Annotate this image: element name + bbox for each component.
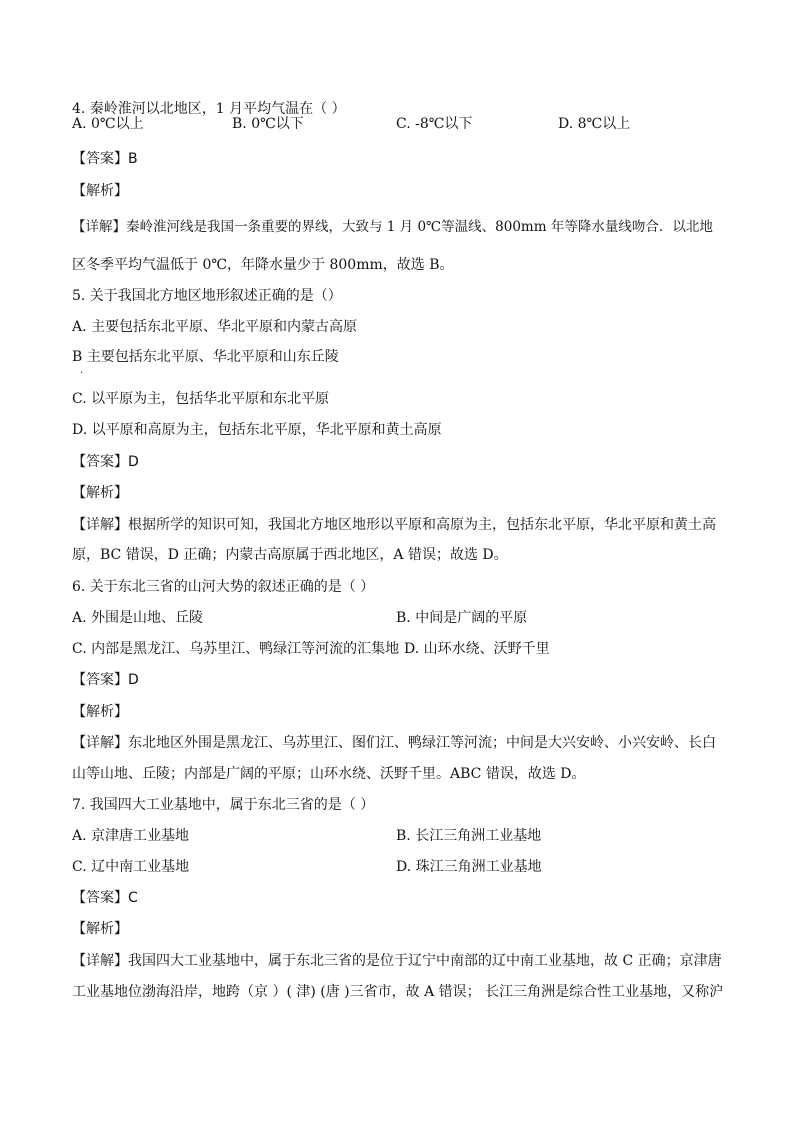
q7-option-c: C. 辽中南工业基地 [72,859,190,875]
q5-answer: 【答案】D [72,454,139,470]
q5-option-a: A. 主要包括东北平原、华北平原和内蒙古高原 [72,319,358,335]
q5-detail-line2: 原，BC 错误，D 正确；内蒙古高原属于西北地区，A 错误；故选 D。 [72,547,508,563]
q5-option-d: D. 以平原和高原为主，包括东北平原，华北平原和黄土高原 [72,422,442,438]
q6-detail-line2: 山等山地、丘陵；内部是广阔的平原；山环水绕、沃野千里。ABC 错误，故选 D。 [72,766,586,782]
q5-detail-line1: 【详解】根据所学的知识可知，我国北方地区地形以平原和高原为主，包括东北平原，华北平原和黄土高 [72,517,716,533]
q7-detail-line1: 【详解】我国四大工业基地中，属于东北三省的是位于辽宁中南部的辽中南工业基地，故 C 正确；京津唐 [72,953,722,969]
q6-option-a: A. 外围是山地、丘陵 [72,610,204,626]
q6-answer: 【答案】D [72,672,139,688]
q6-question: 6. 关于东北三省的山河大势的叙述正确的是（ ） [72,579,375,595]
q4-option-d: D. 8℃以上 [558,116,631,132]
q5-analysis-label: 【解析】 [72,485,128,501]
q4-detail-line1: 【详解】秦岭淮河线是我国一条重要的界线，大致与 1 月 0℃等温线、800mm 年等降水量线吻合．以北地 [72,219,713,235]
q7-option-a: A. 京津唐工业基地 [72,828,190,844]
q6-detail-line1: 【详解】东北地区外围是黑龙江、乌苏里江、图们江、鸭绿江等河流；中间是大兴安岭、小兴安岭、长白 [72,735,716,751]
q4-answer: 【答案】B [72,151,138,167]
q6-analysis-label: 【解析】 [72,704,128,720]
q6-option-b: B. 中间是广阔的平原 [396,610,528,626]
q4-option-a: A. 0℃以上 [72,116,144,132]
q4-question: 4. 秦岭淮河以北地区，1 月平均气温在（ ） [72,101,346,117]
q4-analysis-label: 【解析】 [72,183,128,199]
q7-answer: 【答案】C [72,890,138,906]
q7-question: 7. 我国四大工业基地中，属于东北三省的是（ ） [72,797,375,813]
q5-option-c: C. 以平原为主，包括华北平原和东北平原 [72,391,330,407]
q6-option-c: C. 内部是黑龙江、乌苏里江、鸭绿江等河流的汇集地 [72,641,400,657]
q5-question: 5. 关于我国北方地区地形叙述正确的是（） [72,288,342,304]
q7-analysis-label: 【解析】 [72,921,128,937]
q7-detail-line2: 工业基地位渤海沿岸，地跨（京 ）( 津) (唐 )三省市，故 A 错误； 长江三角洲是综合性工业基地，又称沪 [72,984,724,1000]
q5-option-b-dot: . [80,365,84,376]
q4-detail-line2: 区冬季平均气温低于 0℃，年降水量少于 800mm，故选 B。 [72,257,454,273]
q4-option-b: B. 0℃以下 [232,116,304,132]
q4-option-c: C. -8℃以下 [396,116,473,132]
q7-option-d: D. 珠江三角洲工业基地 [396,859,542,875]
q5-option-b: B 主要包括东北平原、华北平原和山东丘陵 [72,349,339,365]
q7-option-b: B. 长江三角洲工业基地 [396,828,542,844]
q6-option-d: D. 山环水绕、沃野千里 [404,641,550,657]
